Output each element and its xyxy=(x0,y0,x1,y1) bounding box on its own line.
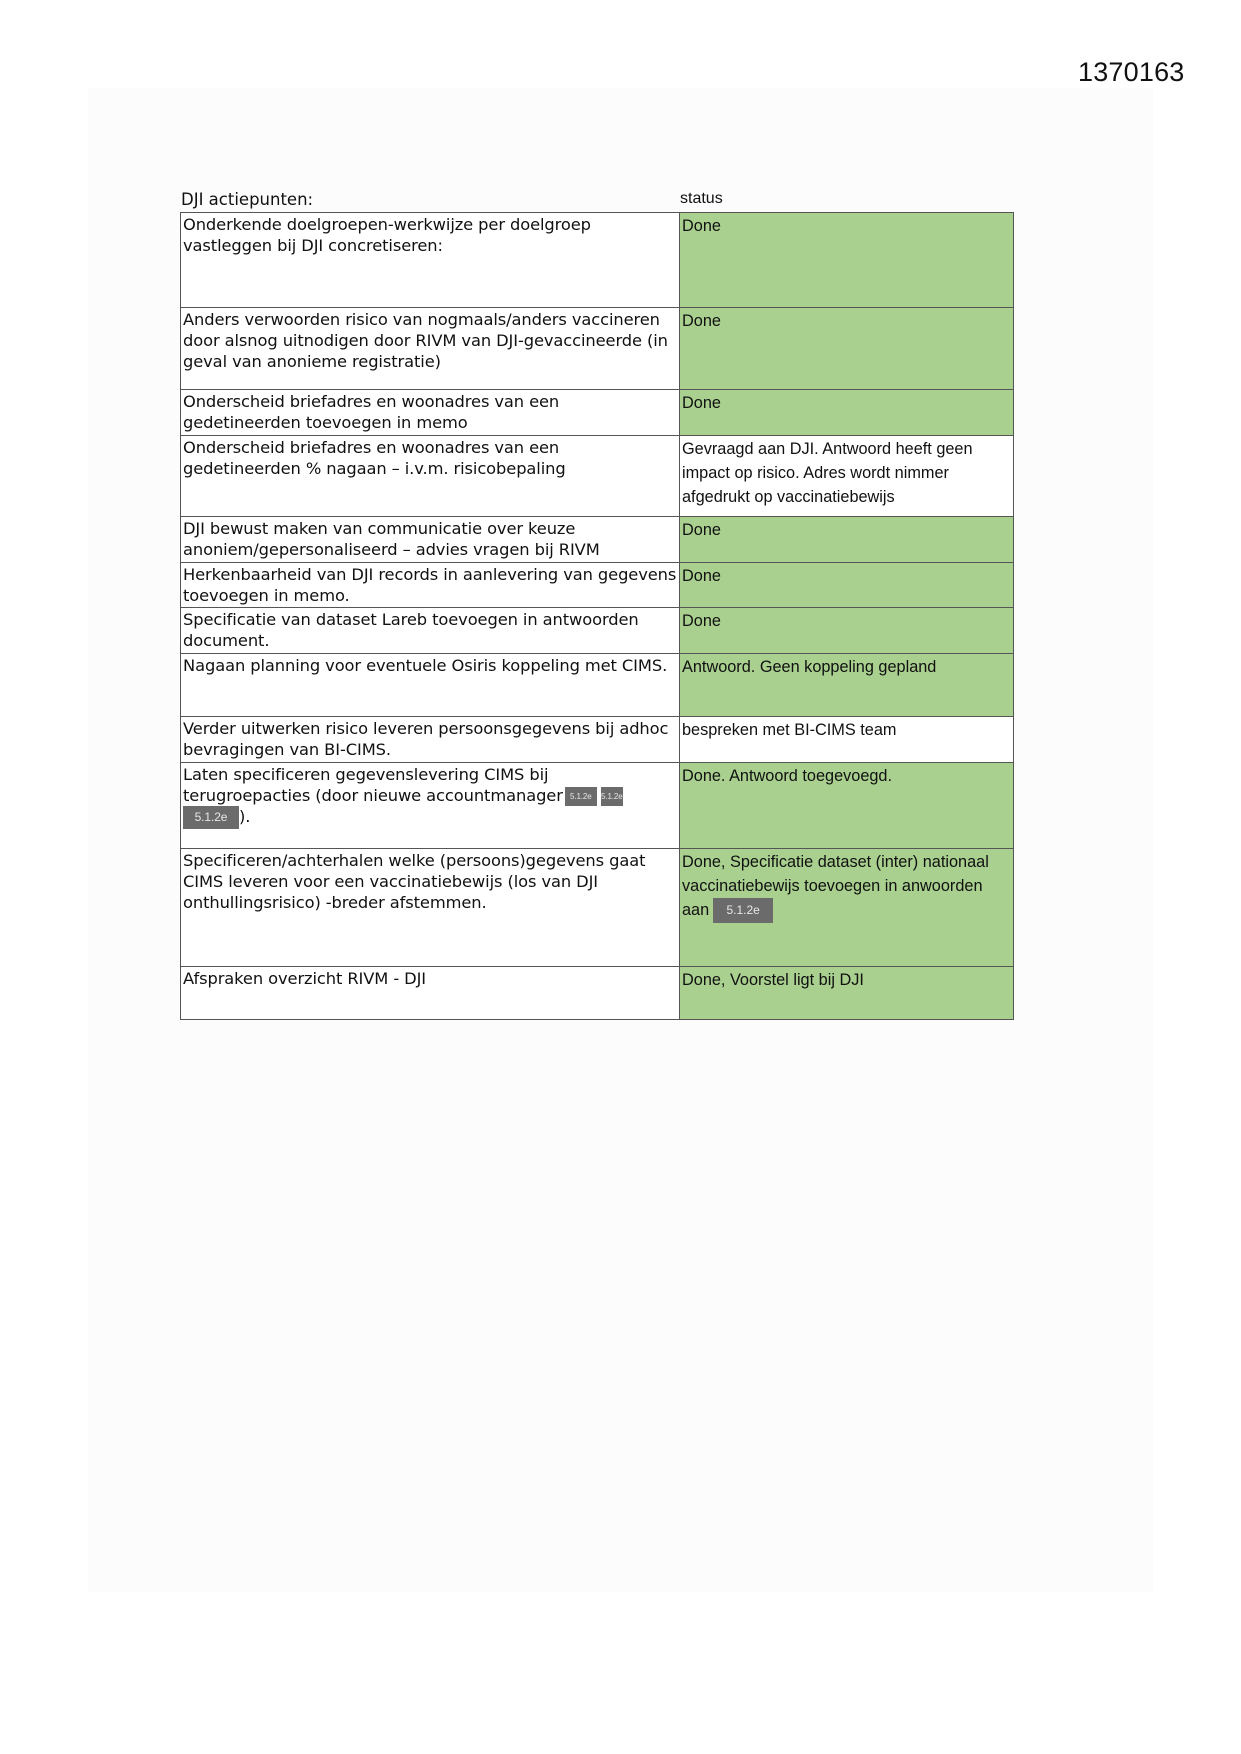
action-item: Onderkende doelgroepen-werkwijze per doelgroep vastleggen bij DJI concretiseren: xyxy=(181,213,680,308)
table-row xyxy=(181,717,1014,763)
action-item: Anders verwoorden risico van nogmaals/anders vaccineren door alsnog uitnodigen door RIVM van DJI-gevaccineerde (in geval van anonieme registratie) xyxy=(181,308,680,390)
action-item: Verder uitwerken risico leveren persoonsgegevens bij adhoc bevragingen van BI-CIMS. xyxy=(181,717,680,763)
redaction-box: 5.1.2e xyxy=(565,787,597,806)
status-cell: Gevraagd aan DJI. Antwoord heeft geen impact op risico. Adres wordt nimmer afgedrukt op vaccinatiebewijs xyxy=(680,436,1014,517)
table-row xyxy=(181,654,1014,717)
status-cell: Done xyxy=(680,213,1014,308)
status-heading: status xyxy=(680,190,723,207)
status-cell: Done xyxy=(680,517,1014,563)
status-cell: Done xyxy=(680,308,1014,390)
action-points-heading: DJI actiepunten: xyxy=(181,190,314,209)
status-cell: bespreken met BI-CIMS team xyxy=(680,717,1014,763)
action-item xyxy=(181,763,680,849)
action-item: Herkenbaarheid van DJI records in aanlevering van gegevens toevoegen in memo. xyxy=(181,563,680,608)
table-row xyxy=(181,563,1014,608)
status-cell: Done xyxy=(680,563,1014,608)
redaction-box: 5.1.2e xyxy=(601,787,623,806)
status-cell: Done. Antwoord toegevoegd. xyxy=(680,763,1014,849)
action-item: DJI bewust maken van communicatie over keuze anoniem/gepersonaliseerd – advies vragen bij RIVM xyxy=(181,517,680,563)
action-item-text: Laten specificeren gegevenslevering CIMS bij terugroepacties (door nieuwe accountmanager xyxy=(183,765,563,805)
action-item: Afspraken overzicht RIVM - DJI xyxy=(181,967,680,1020)
status-cell xyxy=(680,849,1014,967)
table-row xyxy=(181,436,1014,517)
action-item: Onderscheid briefadres en woonadres van een gedetineerden % nagaan – i.v.m. risicobepaling xyxy=(181,436,680,517)
status-cell: Done, Voorstel ligt bij DJI xyxy=(680,967,1014,1020)
table-row xyxy=(181,849,1014,967)
table-row xyxy=(181,517,1014,563)
table-row xyxy=(181,308,1014,390)
table-row xyxy=(181,608,1014,654)
table-row xyxy=(181,213,1014,308)
redaction-box: 5.1.2e xyxy=(183,806,239,829)
document-number: 1370163 xyxy=(1078,57,1185,87)
status-cell: Antwoord. Geen koppeling gepland xyxy=(680,654,1014,717)
redaction-box: 5.1.2e xyxy=(713,898,773,923)
action-item-text-end: ). xyxy=(239,807,251,826)
table-row xyxy=(181,763,1014,849)
action-item: Specificatie van dataset Lareb toevoegen in antwoorden document. xyxy=(181,608,680,654)
status-cell: Done xyxy=(680,390,1014,436)
table-row xyxy=(181,390,1014,436)
action-item: Nagaan planning voor eventuele Osiris koppeling met CIMS. xyxy=(181,654,680,717)
action-points-table xyxy=(180,212,1014,1020)
status-cell: Done xyxy=(680,608,1014,654)
action-item: Onderscheid briefadres en woonadres van een gedetineerden toevoegen in memo xyxy=(181,390,680,436)
action-item: Specificeren/achterhalen welke (persoons)gegevens gaat CIMS leveren voor een vaccinatiebewijs (los van DJI onthullingsrisico) -breder afstemmen. xyxy=(181,849,680,967)
status-text: Done, Specificatie dataset (inter) nationaal vaccinatiebewijs toevoegen in anwoorden aan xyxy=(682,853,989,919)
table-row xyxy=(181,967,1014,1020)
